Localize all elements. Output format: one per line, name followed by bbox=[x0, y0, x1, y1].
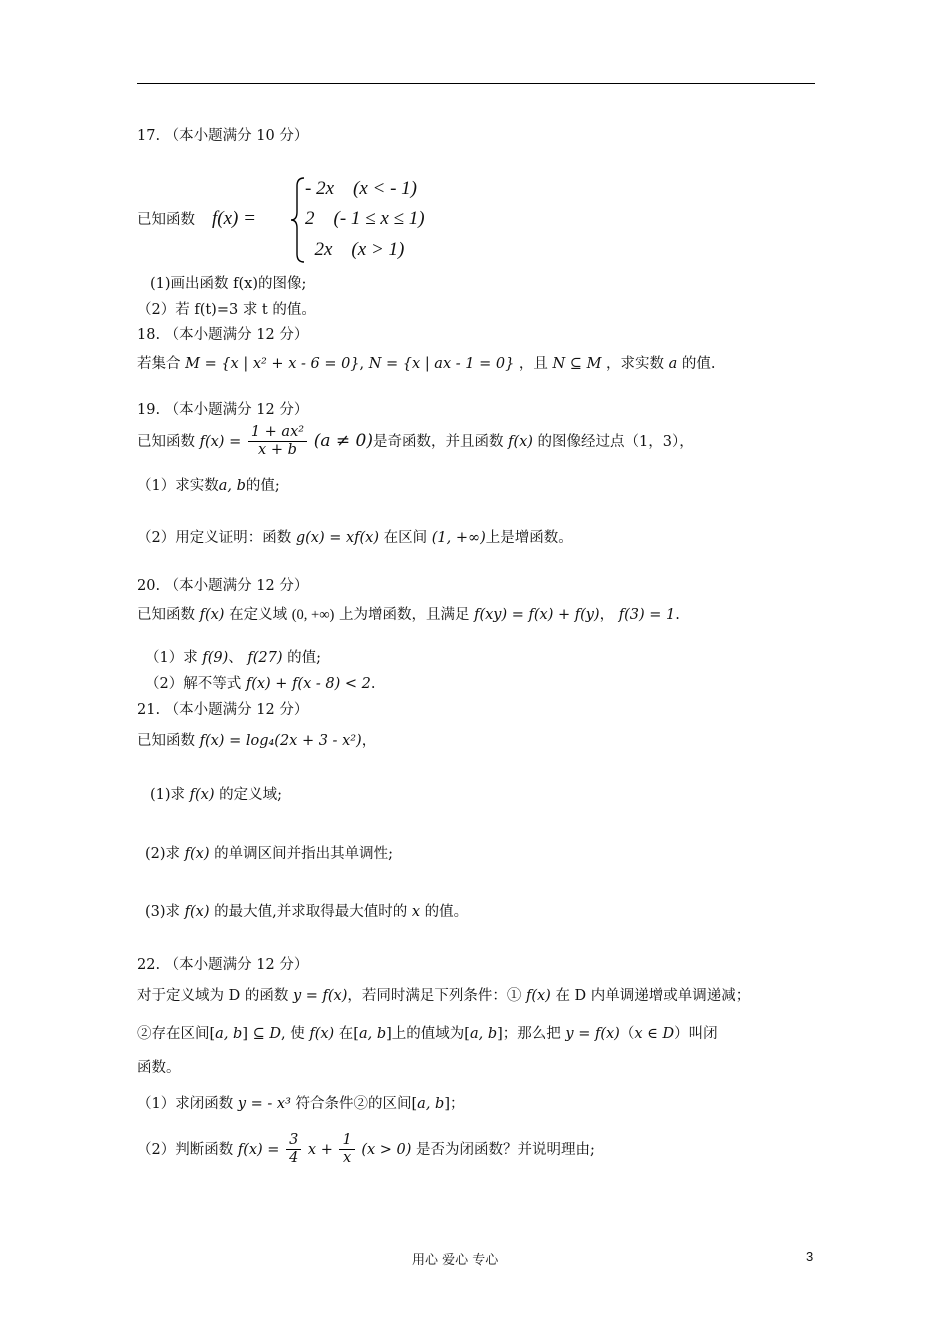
q18-mid: ，且 bbox=[518, 356, 548, 372]
q19-p1-a: （1）求实数 bbox=[137, 478, 219, 494]
q21-p1-b: 的定义域; bbox=[219, 787, 283, 803]
q20-line bbox=[137, 607, 680, 624]
q22-line-2 bbox=[137, 1026, 718, 1043]
q18-set-m: M = {x | x² + x - 6 = 0} bbox=[185, 356, 360, 372]
q22-l1-f2: f(x) bbox=[525, 988, 551, 1004]
q17-part-1: (1)画出函数 f(x)的图像; bbox=[150, 276, 307, 292]
q22-l2-d: D bbox=[269, 1026, 281, 1042]
q19-p1-vars: a, b bbox=[218, 478, 246, 494]
q22-l2-g: ]；那么把 bbox=[497, 1026, 561, 1042]
q20-part-2 bbox=[145, 676, 375, 693]
q22-frac2-num: 1 bbox=[339, 1133, 354, 1150]
page-footer: 用心 爱心 专心 bbox=[412, 1253, 499, 1268]
q19-p2-c: 上是增函数。 bbox=[485, 530, 573, 546]
q22-frac2-den: x bbox=[342, 1149, 352, 1166]
q18-var: a bbox=[668, 356, 678, 372]
q19-condition: (a ≠ 0) bbox=[313, 431, 373, 452]
q21-p1-a: (1)求 bbox=[150, 787, 186, 803]
q17-part-2: （2）若 f(t)=3 求 t 的值。 bbox=[137, 302, 316, 318]
q19-part-1 bbox=[137, 478, 280, 495]
q21-p2-a: (2)求 bbox=[145, 846, 181, 862]
q20-header: 20. （本小题满分 12 分） bbox=[137, 578, 309, 594]
q22-p2-a: （2）判断函数 bbox=[137, 1142, 234, 1159]
q21-part-2 bbox=[145, 846, 393, 863]
q21-comma: ， bbox=[361, 733, 377, 749]
q22-l2-f: f(x) bbox=[309, 1026, 335, 1042]
q22-l2-a: ②存在区间[ bbox=[137, 1026, 216, 1042]
q22-p1-ab: a, b bbox=[417, 1096, 445, 1112]
q20-end: . bbox=[675, 607, 680, 623]
q19-p2-a: （2）用定义证明：函数 bbox=[137, 530, 292, 546]
q22-l2-c: , 使 bbox=[281, 1026, 305, 1042]
piecewise-brace-icon bbox=[290, 176, 306, 264]
q22-fraction-2 bbox=[339, 1133, 354, 1167]
q22-l1-f: y = f(x) bbox=[292, 988, 348, 1004]
q22-l2-xd: x ∈ D bbox=[634, 1026, 675, 1042]
q21-p3-b: 的最大值,并求取得最大值时的 bbox=[214, 904, 408, 920]
q20-p1-c: 的值; bbox=[287, 650, 321, 666]
q22-p1-f: y = - x³ bbox=[237, 1096, 291, 1112]
q21-p3-a: (3)求 bbox=[145, 904, 181, 920]
q22-p1-c: ]； bbox=[444, 1096, 465, 1112]
q20-p2-ineq: f(x) + f(x - 8) < 2 bbox=[245, 676, 371, 692]
q21-intro: 已知函数 bbox=[137, 733, 195, 749]
q19-tail: 的图像经过点（1，3）， bbox=[537, 434, 694, 451]
q22-p2-fx: f(x) = bbox=[237, 1142, 280, 1159]
q19-fx: f(x) = bbox=[199, 434, 242, 451]
q22-p2-cond: (x > 0) bbox=[361, 1142, 412, 1159]
q17-intro: 已知函数 bbox=[137, 212, 195, 228]
q22-l2-b: ] ⊆ bbox=[242, 1026, 265, 1042]
q18-comma: , bbox=[359, 356, 365, 372]
q22-p2-b: 是否为闭函数？并说明理由; bbox=[416, 1142, 595, 1159]
q21-p2-b: 的单调区间并指出其单调性; bbox=[214, 846, 394, 862]
q21-part-1 bbox=[150, 787, 282, 804]
q21-header: 21. （本小题满分 12 分） bbox=[137, 702, 309, 718]
q17-header: 17. （本小题满分 10 分） bbox=[137, 128, 309, 144]
q21-p3-f: f(x) bbox=[184, 904, 210, 920]
q19-p2-b: 在区间 bbox=[383, 530, 428, 546]
q18-tail-1: ，求实数 bbox=[606, 356, 665, 372]
q19-fx-2: f(x) bbox=[508, 434, 533, 451]
q22-l1-b: ，若同时满足下列条件：① bbox=[347, 988, 522, 1004]
q22-part-1 bbox=[137, 1096, 465, 1113]
q17-piece-1: - 2x (x < - 1) bbox=[305, 178, 417, 199]
q18-line bbox=[137, 356, 716, 373]
q22-p1-a: （1）求闭函数 bbox=[137, 1096, 234, 1112]
q20-eq-2: f(3) = 1 bbox=[618, 607, 676, 623]
q20-p2-a: （2）解不等式 bbox=[145, 676, 242, 692]
q19-mid: 是奇函数，并且函数 bbox=[372, 434, 504, 451]
q22-l1-c: 在 D 内单调递增或单调递减； bbox=[555, 988, 751, 1004]
q20-a: 已知函数 bbox=[137, 607, 195, 623]
q19-part-2 bbox=[137, 530, 573, 547]
q20-eq-1: f(xy) = f(x) + f(y) bbox=[474, 607, 600, 623]
q19-p2-interval: (1, +∞) bbox=[431, 530, 486, 546]
q17-piece-2: 2 (- 1 ≤ x ≤ 1) bbox=[305, 208, 425, 229]
q22-l2-ab2: a, b bbox=[358, 1026, 387, 1042]
q22-line-3: 函数。 bbox=[137, 1060, 181, 1076]
q19-numerator: 1 + ax² bbox=[248, 425, 307, 442]
q22-fraction-1 bbox=[286, 1133, 301, 1167]
q22-l2-i: ）叫闭 bbox=[674, 1026, 718, 1042]
q20-fx: f(x) bbox=[199, 607, 225, 623]
q21-function: f(x) = log₄(2x + 3 - x²) bbox=[199, 733, 362, 749]
q22-frac1-num: 3 bbox=[286, 1133, 301, 1150]
q21-part-3 bbox=[145, 904, 468, 921]
q21-p3-x: x bbox=[411, 904, 421, 920]
q22-header: 22. （本小题满分 12 分） bbox=[137, 957, 309, 973]
q20-p2-b: . bbox=[370, 676, 376, 692]
q18-set-n: N = {x | ax - 1 = 0} bbox=[368, 356, 515, 372]
q19-line bbox=[137, 425, 694, 459]
q21-p2-f: f(x) bbox=[184, 846, 210, 862]
q22-l2-e: ]上的值域为[ bbox=[386, 1026, 470, 1042]
q22-p1-b: 符合条件②的区间[ bbox=[295, 1096, 418, 1112]
q22-l1-a: 对于定义域为 D 的函数 bbox=[137, 988, 289, 1004]
q22-l2-ab: a, b bbox=[215, 1026, 243, 1042]
q19-denominator: x + b bbox=[258, 441, 297, 458]
q22-frac1-den: 4 bbox=[289, 1149, 299, 1166]
header-rule bbox=[137, 83, 815, 84]
q22-l2-h: （ bbox=[619, 1026, 635, 1042]
q18-header: 18. （本小题满分 12 分） bbox=[137, 327, 309, 343]
q20-c: 上为增函数，且满足 bbox=[338, 607, 470, 623]
q19-p2-g: g(x) = xf(x) bbox=[295, 530, 380, 546]
q19-intro: 已知函数 bbox=[137, 434, 195, 451]
q20-p1-f27: f(27) bbox=[247, 650, 283, 666]
q20-b: 在定义域 bbox=[229, 607, 288, 623]
q22-p2-x: x + bbox=[307, 1142, 333, 1159]
q19-p1-b: 的值; bbox=[245, 478, 280, 494]
q18-subset: N ⊆ M bbox=[552, 356, 602, 372]
q22-l2-d2: 在[ bbox=[338, 1026, 359, 1042]
q22-part-2 bbox=[137, 1133, 595, 1167]
q20-part-1 bbox=[145, 650, 321, 667]
q20-sep: ， bbox=[599, 607, 615, 623]
q21-p3-c: 的值。 bbox=[424, 904, 469, 920]
q20-p1-a: （1）求 bbox=[145, 650, 198, 666]
q22-l2-ab3: a, b bbox=[469, 1026, 498, 1042]
q19-fraction bbox=[248, 425, 307, 459]
q18-pre: 若集合 bbox=[137, 356, 181, 372]
q21-line bbox=[137, 733, 376, 750]
q18-tail-2: 的值. bbox=[681, 356, 716, 372]
q22-line-1 bbox=[137, 988, 750, 1005]
q21-p1-f: f(x) bbox=[189, 787, 215, 803]
q17-function: f(x) = bbox=[212, 208, 256, 229]
q19-header: 19. （本小题满分 12 分） bbox=[137, 402, 309, 418]
q20-p1-b: 、 bbox=[228, 650, 243, 666]
page-number: 3 bbox=[806, 1249, 814, 1264]
q22-l2-y: y = f(x) bbox=[565, 1026, 620, 1042]
q20-domain: (0, +∞) bbox=[291, 607, 335, 623]
q20-p1-f9: f(9) bbox=[202, 650, 229, 666]
q17-piece-3: 2x (x > 1) bbox=[305, 239, 405, 260]
